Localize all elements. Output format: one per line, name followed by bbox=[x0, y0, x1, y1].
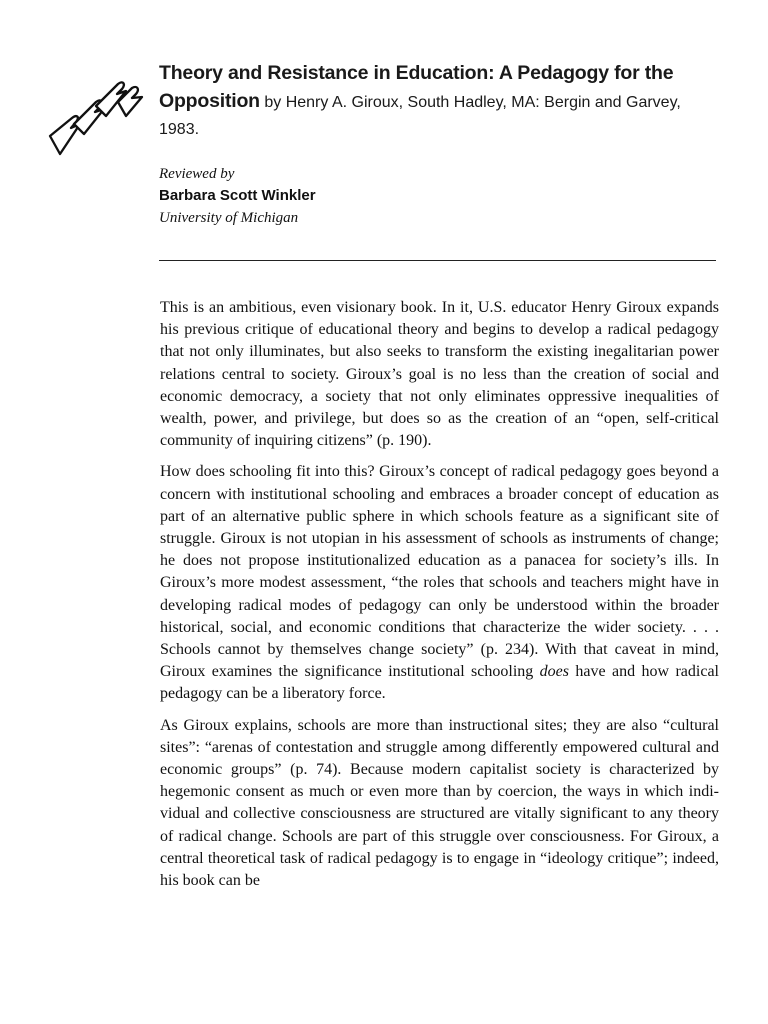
paragraph-2-text-a: How does schooling fit into this? Giroux’s concept of radical pedagogy goes beyond a concern with institutional schooling and embraces a broader concept of education as part of an alternative public sphere in which schools feature as a significant site of struggle. Giroux is not utopian in his assessment of schools as instruments of change; he does not propose institutionalized education as a panacea for society’s ills. In Giroux’s more modest assessment, “the roles that schools and teachers might have in developing radical modes of pedagogy can only be understood within the broader historical, social, and economic conditions that characterize the wider society. . . . Schools cannot by themselves change society” (p. 234). With that caveat in mind, Giroux examines the significance institutional schooling bbox=[160, 463, 719, 681]
book-title: Theory and Resistance in Education: A Pedagogy for the Opposition bbox=[159, 62, 674, 112]
reviewed-by-label: Reviewed by bbox=[159, 166, 235, 182]
reviewer-affiliation: University of Michigan bbox=[159, 210, 299, 226]
journal-logo-icon bbox=[44, 76, 146, 156]
paragraph-3: As Giroux explains, schools are more than instructional sites; they are also “cultural sites”: “arenas of contestation and struggle among differently empowered cultural and economic groups” (p. 74). Because modern capitalist society is characterized by hegemonic consent as much or even more than by coercion, the ways in which individual and collective consciousness are structured are vitally significant to any theory of radical change. Schools are part of this struggle over consciousness. For Giroux, a central theoretical task of radical pedagogy is to engage in “ideology critique”; indeed, his book can be bbox=[160, 716, 719, 890]
paragraph-2-text-b: have and how radical pedagogy can be a liberatory force. bbox=[160, 663, 719, 703]
book-citation bbox=[159, 60, 719, 143]
book-header bbox=[159, 60, 719, 143]
review-body bbox=[160, 297, 719, 901]
paragraph-1: This is an ambitious, even visionary book. In it, U.S. educator Henry Giroux expands his previous critique of educational theory and begins to develop a radical pedagogy that not only illuminates, but also seeks to transform the existing inegalitarian power relations central to society. Giroux’s goal is no less than the creation of social and economic democracy, a society that not only eliminates oppressive inequalities of wealth, power, and privilege, but does so as the creation of an “open, self-critical community of inquiring citizens” (p. 190). bbox=[160, 299, 719, 450]
paragraph-2-emphasis: does bbox=[539, 663, 569, 681]
reviewer-block bbox=[159, 163, 316, 229]
book-details: by Henry A. Giroux, South Hadley, MA: Bergin and Garvey, 1983. bbox=[159, 94, 681, 138]
header-divider bbox=[159, 260, 716, 261]
paragraph-2 bbox=[160, 461, 719, 705]
reviewer-name: Barbara Scott Winkler bbox=[159, 187, 316, 204]
